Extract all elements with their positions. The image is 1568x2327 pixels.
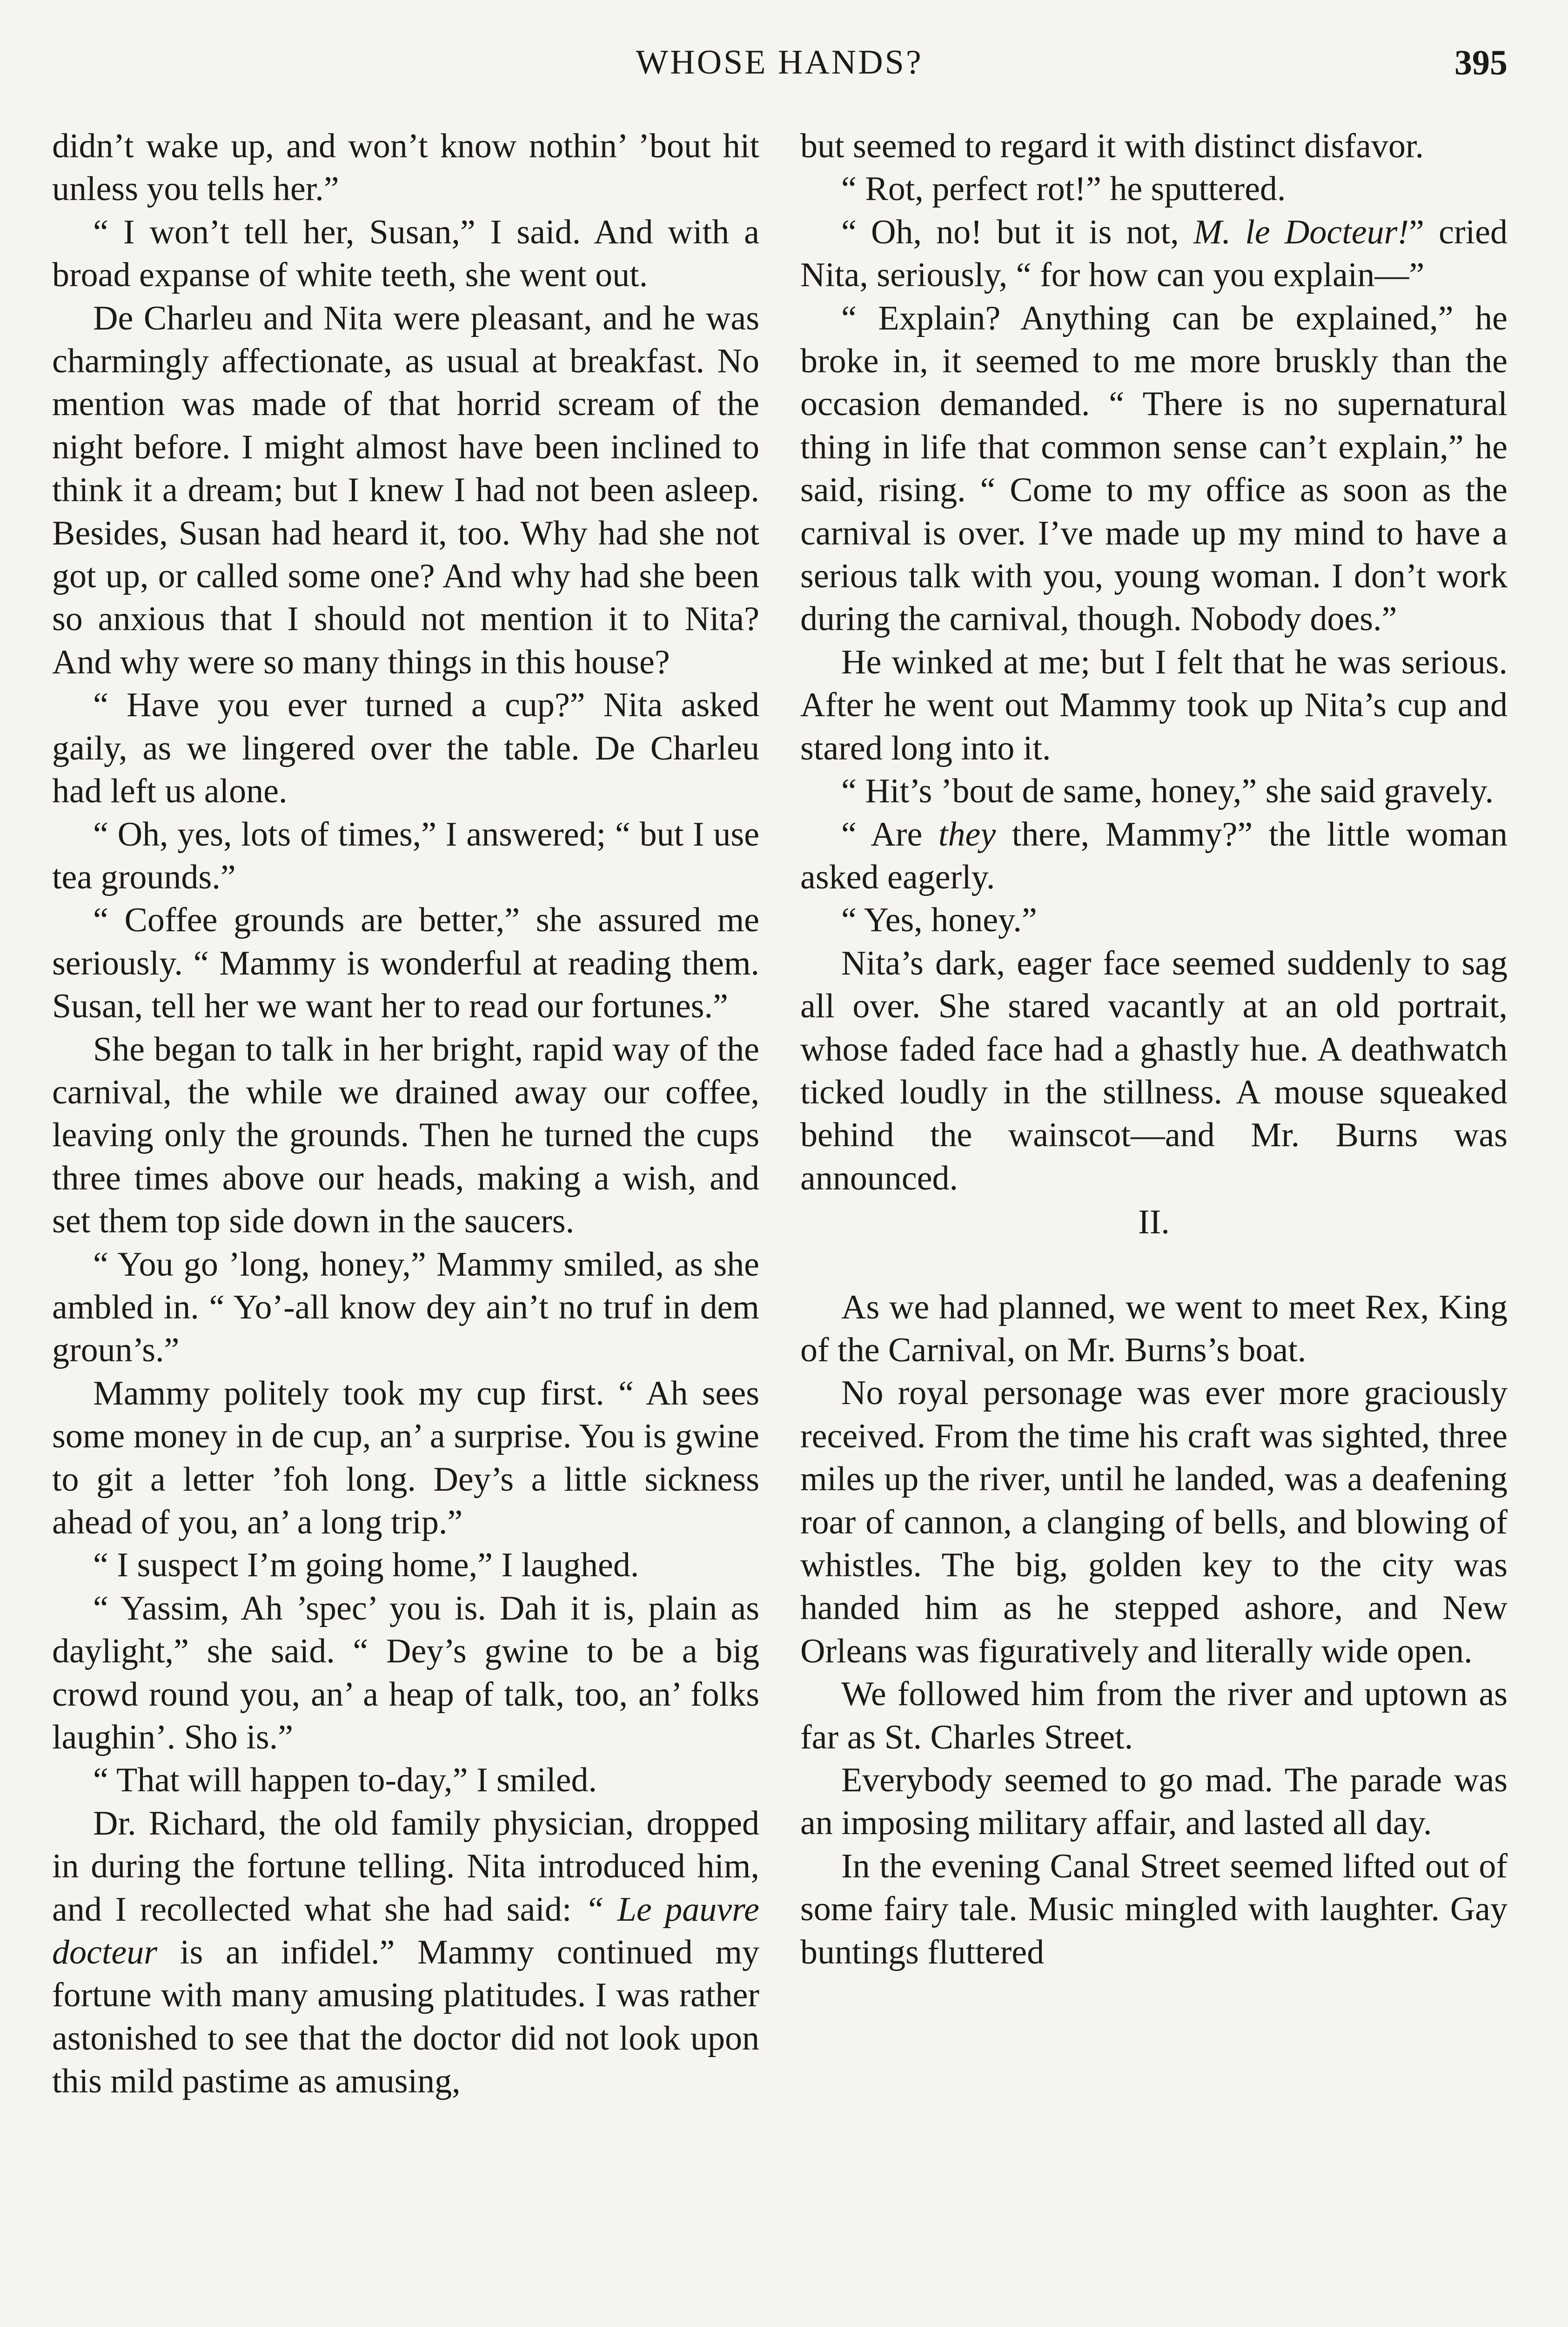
- paragraph: [52, 211, 759, 297]
- section-heading: [800, 1201, 1508, 1244]
- paragraph: [800, 1286, 1508, 1372]
- paragraph-text: ” cried Nita, seriously, “ for how can you explain—”: [800, 213, 1508, 295]
- paragraph-text: didn’t wake up, and won’t know nothin’ ’bout hit unless you tells her.”: [52, 127, 759, 208]
- paragraph-text: “ You go ’long, honey,” Mammy smiled, as she ambled in. “ Yo’-all know dey ain’t no truf in dem groun’s.”: [52, 1245, 759, 1370]
- paragraph: [52, 1544, 759, 1587]
- paragraph: [800, 641, 1508, 770]
- paragraph: [52, 1759, 759, 1802]
- paragraph: [52, 1802, 759, 2103]
- paragraph: [800, 297, 1508, 641]
- paragraph-text: Everybody seemed to go mad. The parade was an imposing military affair, and lasted all day.: [800, 1761, 1508, 1843]
- paragraph: [52, 1243, 759, 1372]
- paragraph-text: there, Mammy?” the little woman asked eagerly.: [800, 815, 1508, 896]
- paragraph-continued: [800, 125, 1508, 168]
- paragraph: [800, 942, 1508, 1200]
- paragraph-text: “ Rot, perfect rot!” he sputtered.: [841, 170, 1286, 208]
- italic-phrase: M. le Docteur!: [1193, 213, 1409, 251]
- paragraph-text: “ I won’t tell her, Susan,” I said. And with a broad expanse of white teeth, she went out.: [52, 213, 759, 295]
- paragraph-text: Mammy politely took my cup first. “ Ah sees some money in de cup, an’ a surprise. You is gwine to git a letter ’foh long. Dey’s a little sickness ahead of you, an’ a long trip.”: [52, 1374, 759, 1541]
- paragraph-text: II.: [1138, 1203, 1170, 1242]
- paragraph-text: is an infidel.” Mammy continued my fortune with many amusing platitudes. I was rather astonished to see that the doctor did not look upon this mild pastime as amusing,: [52, 1933, 759, 2101]
- paragraph-text: De Charleu and Nita were pleasant, and he was charmingly affectionate, as usual at breakfast. No mention was made of that horrid scream of the night before. I might almost have been inclined to think it a dream; but I knew I had not been asleep. Besides, Susan had heard it, too. Why had she not got up, or called some one? And why had she been so anxious that I should not mention it to Nita? And why were so many things in this house?: [52, 299, 759, 681]
- paragraph-text: “ Are: [841, 815, 938, 854]
- running-title: WHOSE HANDS?: [636, 43, 923, 81]
- paragraph: [52, 1028, 759, 1243]
- right-text-column: [800, 125, 1508, 1974]
- paragraph: [800, 813, 1508, 899]
- paragraph-text: “ Hit’s ’bout de same, honey,” she said gravely.: [841, 772, 1494, 811]
- page-number: 395: [1454, 43, 1508, 82]
- paragraph-continued: [52, 125, 759, 211]
- paragraph: [800, 899, 1508, 942]
- paragraph-text: “ Yassim, Ah ’spec’ you is. Dah it is, plain as daylight,” she said. “ Dey’s gwine to be a big crowd round you, an’ a heap of talk, too, an’ folks laughin’. Sho is.”: [52, 1589, 759, 1757]
- paragraph: [800, 1845, 1508, 1974]
- paragraph: [800, 1372, 1508, 1673]
- paragraph-text: “ Oh, yes, lots of times,” I answered; “ but I use tea grounds.”: [52, 815, 759, 896]
- paragraph-text: She began to talk in her bright, rapid way of the carnival, the while we drained away our coffee, leaving only the grounds. Then he turned the cups three times above our heads, making a wish, and set them top side down in the saucers.: [52, 1030, 759, 1241]
- paragraph-text: “ Yes, honey.”: [841, 901, 1037, 940]
- italic-phrase: they: [938, 815, 996, 854]
- paragraph-text: Dr. Richard, the old family physician, dropped in during the fortune telling. Nita introduced him, and I recollected what she had said:: [52, 1804, 759, 1929]
- paragraph-text: We followed him from the river and uptown as far as St. Charles Street.: [800, 1675, 1508, 1756]
- paragraph: [800, 168, 1508, 210]
- paragraph: [800, 1673, 1508, 1759]
- paragraph: [800, 770, 1508, 813]
- paragraph-text: “ Coffee grounds are better,” she assured me seriously. “ Mammy is wonderful at reading them. Susan, tell her we want her to read our fortunes.”: [52, 901, 759, 1026]
- paragraph: [800, 211, 1508, 297]
- left-text-column: [52, 125, 759, 2103]
- paragraph-text: In the evening Canal Street seemed lifted out of some fairy tale. Music mingled with laughter. Gay buntings fluttered: [800, 1847, 1508, 1971]
- paragraph-text: but seemed to regard it with distinct disfavor.: [800, 127, 1424, 165]
- paragraph: [800, 1759, 1508, 1845]
- paragraph-text: “ That will happen to-day,” I smiled.: [93, 1761, 597, 1800]
- paragraph-text: No royal personage was ever more graciously received. From the time his craft was sighted, three miles up the river, until he landed, was a deafening roar of cannon, a clanging of bells, and blowing of whistles. The big, golden key to the city was handed him as he stepped ashore, and New Orleans was figuratively and literally wide open.: [800, 1374, 1508, 1670]
- paragraph-text: “ Have you ever turned a cup?” Nita asked gaily, as we lingered over the table. De Charleu had left us alone.: [52, 686, 759, 811]
- italic-phrase: “ Le pauvre docteur: [52, 1890, 759, 1972]
- paragraph-text: Nita’s dark, eager face seemed suddenly to sag all over. She stared vacantly at an old portrait, whose faded face had a ghastly hue. A deathwatch ticked loudly in the stillness. A mouse squeaked behind the wainscot—and Mr. Burns was announced.: [800, 944, 1508, 1197]
- paragraph: [52, 1372, 759, 1544]
- paragraph-text: As we had planned, we went to meet Rex, King of the Carnival, on Mr. Burns’s boat.: [800, 1288, 1508, 1369]
- paragraph: [52, 684, 759, 813]
- page-header: [51, 43, 1508, 94]
- paragraph: [52, 899, 759, 1028]
- paragraph-text: “ Oh, no! but it is not,: [841, 213, 1193, 251]
- paragraph: [52, 297, 759, 684]
- paragraph-text: “ Explain? Anything can be explained,” he broke in, it seemed to me more bruskly than the occasion demanded. “ There is no supernatural thing in life that common sense can’t explain,” he said, rising. “ Come to my office as soon as the carnival is over. I’ve made up my mind to have a serious talk with you, young woman. I don’t work during the carnival, though. Nobody does.”: [800, 299, 1508, 639]
- paragraph: [52, 1587, 759, 1759]
- paragraph: [52, 813, 759, 899]
- paragraph-text: He winked at me; but I felt that he was serious. After he went out Mammy took up Nita’s cup and stared long into it.: [800, 643, 1508, 767]
- paragraph-text: “ I suspect I’m going home,” I laughed.: [93, 1546, 639, 1585]
